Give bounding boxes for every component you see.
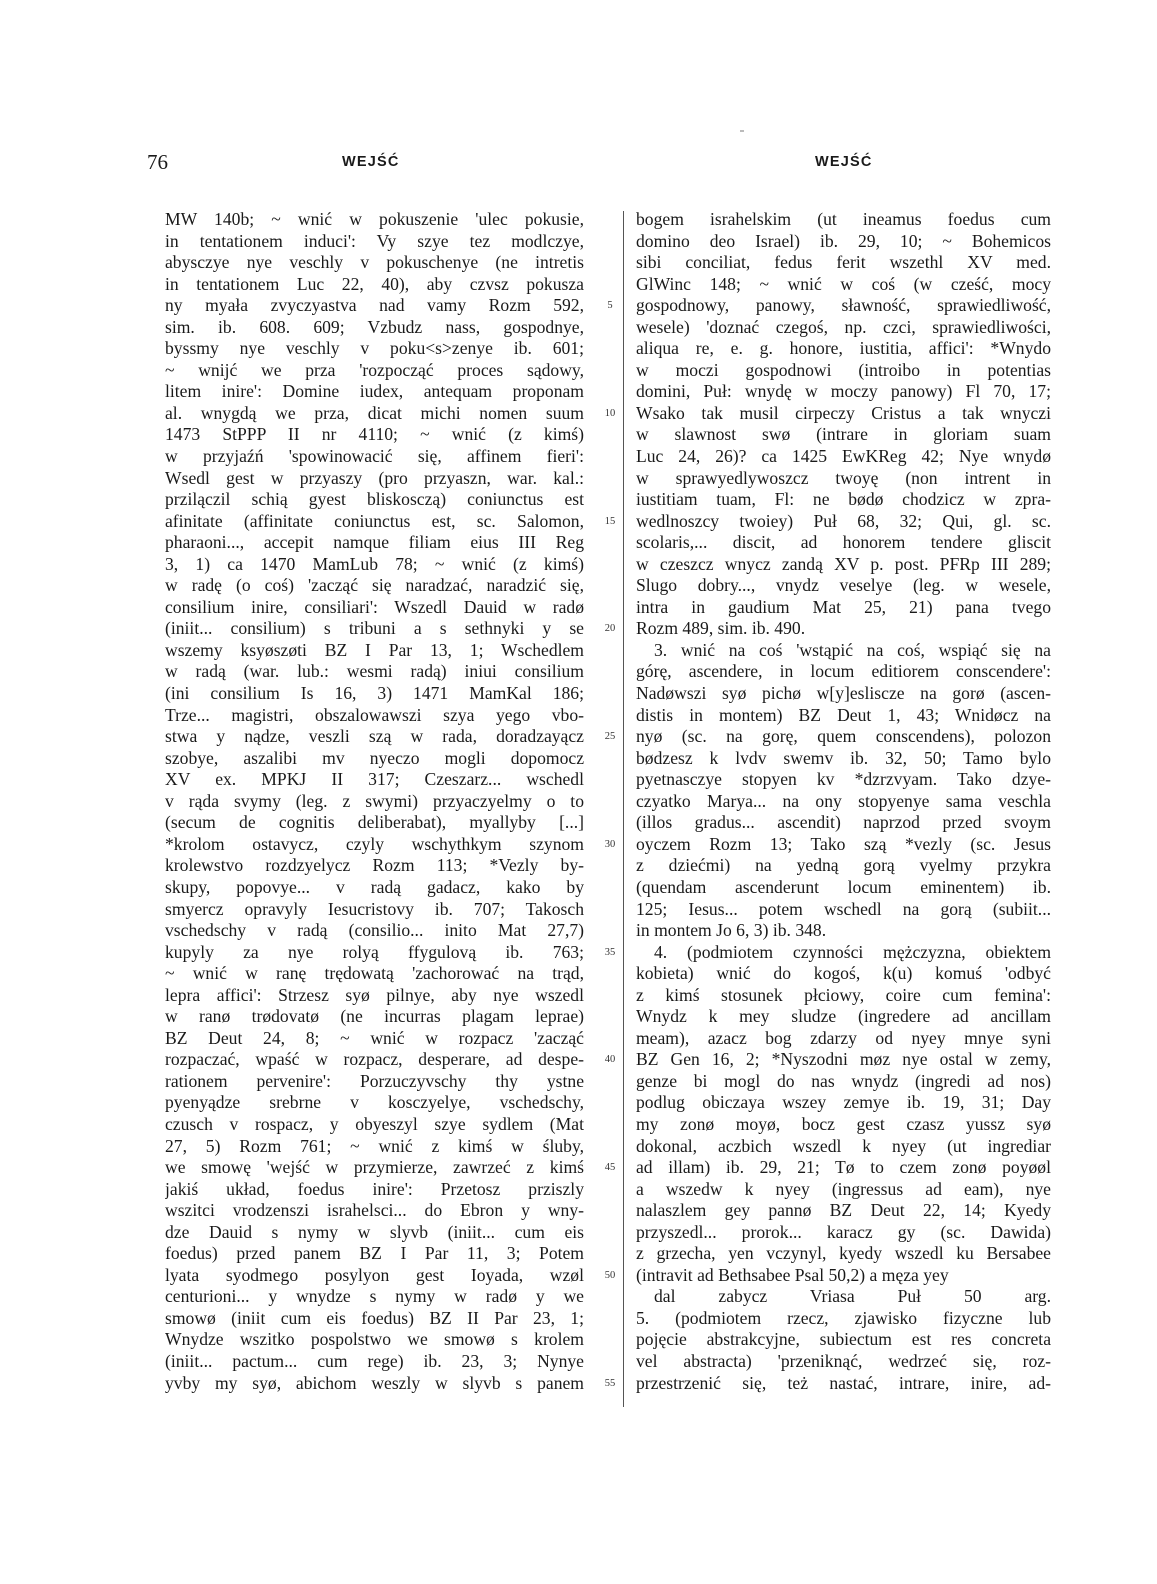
page-number: 76 [147, 150, 168, 174]
text-line: przilączil schią gyest bliskosczą) coniunctus est [165, 489, 584, 510]
line-number: 25 [604, 731, 616, 743]
text-line: Wsedl gest w przyaszy (pro przyaszn, war. kal.: [165, 467, 584, 488]
column-divider [623, 211, 624, 1407]
text-line: oyczem Rozm 13; Tako szą *vezly (sc. Jesus [636, 833, 1051, 854]
text-line: ~ wnijć we prza 'rozpocząć proces sądowy, [165, 359, 584, 380]
text-line: w czeszcz wnycz zandą XV p. post. PFRp III 289; [636, 553, 1051, 574]
text-line: ny myała zvyczyastva nad vamy Rozm 592, [165, 295, 584, 316]
left-column [165, 209, 584, 1394]
text-line: smowø (iniit cum eis foedus) BZ II Par 23, 1; [165, 1307, 584, 1328]
text-line: 3. wnić na coś 'wstąpić na coś, wspiąć się na [654, 639, 1051, 660]
text-line: domino deo Israel) ib. 29, 10; ~ Bohemicos [636, 230, 1051, 251]
text-line: w ranø trødovatø (ne incurras plagam leprae) [165, 1006, 584, 1027]
text-line: Nadøwszi syø pichø w[y]eslisczе na gorø (ascen- [636, 683, 1051, 704]
text-line: dokonal, aczbich wszedl k nyey (ut ingrediar [636, 1135, 1051, 1156]
text-line: 27, 5) Rozm 761; ~ wnić z kimś w śluby, [165, 1135, 584, 1156]
text-line: wesele) 'doznać czegoś, np. czci, sprawiedliwości, [636, 316, 1051, 337]
text-line: distis in montem) BZ Deut 1, 43; Wnidøcz na [636, 704, 1051, 725]
line-number: 15 [604, 515, 616, 527]
text-line: XV ex. MPKJ II 317; Czeszarz... wschedl [165, 769, 584, 790]
line-number: 35 [604, 946, 616, 958]
text-line: *krolom ostavycz, czyly wschythkym szynom [165, 833, 584, 854]
line-number: 20 [604, 623, 616, 635]
text-line: MW 140b; ~ wnić w pokuszenie 'ulec pokusie, [165, 209, 584, 229]
text-line: abysczye nye veschly v pokuschenye (ne intretis [165, 252, 584, 273]
text-line: pharaoni..., accepit namque filiam eius III Reg [165, 532, 584, 553]
text-line: kupyly za nye rolyą ffygulovą ib. 763; [165, 941, 584, 962]
text-line: z grzecha, yen vczynyl, kyedy wszedl ku Bersabee [636, 1243, 1051, 1264]
text-line: my zonø moyø, bocz gest czasz yussz syø [636, 1113, 1051, 1134]
text-line: Wnydz k mey sludze (ingredere ad ancillam [636, 1006, 1051, 1027]
text-line: Luc 24, 26)? ca 1425 EwKReg 42; Nye wnydø [636, 446, 1051, 467]
text-line: lepra affici': Strzesz syø pilnye, aby nye wszedl [165, 984, 584, 1005]
text-line: przestrzenić się, też nastać, intrare, inire, ad- [636, 1372, 1051, 1393]
text-line: z kimś stosunek płciowy, coire cum femina': [636, 984, 1051, 1005]
text-line: (quendam ascenderunt locum eminentem) ib. [636, 876, 1051, 897]
text-line: a wszedw k nyey (ingressus ad eam), nye [636, 1178, 1051, 1199]
text-line: in montem Jo 6, 3) ib. 348. [636, 920, 827, 941]
text-line: (iniit... pactum... cum rege) ib. 23, 3; Nynye [165, 1350, 584, 1371]
text-line: kobieta) wnić do kogoś, k(u) komuś 'odbyć [636, 963, 1051, 984]
text-line: vel abstracta) 'przeniknąć, wedrzeć się, roz- [636, 1350, 1051, 1371]
text-line: stwa y nądze, veszli szą w rada, doradzayącz [165, 726, 584, 747]
text-line: smyercz opravyly Iesucristovy ib. 707; Takosch [165, 898, 584, 919]
text-line: Wnydze wszitko pospolstwo we smowø s krolem [165, 1329, 584, 1350]
text-line: ~ wnić w ranę trędowatą 'zachorować na trąd, [165, 963, 584, 984]
text-line: nalaszlem gey pannø BZ Deut 22, 14; Kyedy [636, 1200, 1051, 1221]
text-line: ad illam) ib. 29, 21; Tø to czem zonø poyøøl [636, 1157, 1051, 1178]
text-line: Trze... magistri, obszalowawszi szya yego vbo- [165, 704, 584, 725]
text-line: sibi conciliat, fedus ferit wszethl XV med. [636, 252, 1051, 273]
text-line: podlug obiczaya wszey zemye ib. 19, 31; Day [636, 1092, 1051, 1113]
text-line: meam), azacz bog zdarzy od nyey mnye syni [636, 1027, 1051, 1048]
text-line: skupy, popovye... v radą gadacz, kako by [165, 876, 584, 897]
line-number: 40 [604, 1054, 616, 1066]
text-line: (iniit... consilium) s tribuni a s sethnyki y se [165, 618, 584, 639]
text-line: al. wnygdą we prza, dicat michi nomen suum [165, 402, 584, 423]
text-line: z dziećmi) na yedną gorą vyelmy przykra [636, 855, 1051, 876]
text-line: w sprawyedlywoszcz twoyę (non intrent in [636, 467, 1051, 488]
text-line: pojęcie abstrakcyjne, subiectum est res concreta [636, 1329, 1051, 1350]
page-speck [740, 130, 744, 132]
text-line: 3, 1) ca 1470 MamLub 78; ~ wnić (z kimś) [165, 553, 584, 574]
text-line: rozpaczać, wpaść w rozpacz, desperare, ad despe- [165, 1049, 584, 1070]
text-line: iustitiam tuam, Fl: ne bødø chodzicz w zpra- [636, 489, 1051, 510]
text-line: scolaris,... discit, ad honorem tendere gliscit [636, 532, 1051, 553]
text-line: w moczi gospodnowi (introibo in potentias [636, 359, 1051, 380]
text-line: gospodnowy, panowy, sławność, sprawiedliwość, [636, 295, 1051, 316]
text-line: pyenyądze srebrne v kosczyelye, vschedschy, [165, 1092, 584, 1113]
text-line: w slawnost swø (intrare in gloriam suam [636, 424, 1051, 445]
text-line: GlWinc 148; ~ wnić w coś (w cześć, mocy [636, 273, 1051, 294]
running-head-left: WEJŚĆ [342, 154, 400, 170]
text-line: afinitate (affinitate coniunctus est, sc. Salomon, [165, 510, 584, 531]
text-line: wszitci vrodzenszi israhelsci... do Ebron y wny- [165, 1200, 584, 1221]
line-number: 5 [607, 300, 613, 312]
text-line: aliqua re, e. g. honore, iustitia, affici': *Wnydo [636, 338, 1051, 359]
text-line: v rąda svymy (leg. z swymi) przyaczyelmy o to [165, 790, 584, 811]
text-line: wedlnoszcy twoiey) Puł 68, 32; Qui, gl. sc. [636, 510, 1051, 531]
text-line: 1473 StPPP II nr 4110; ~ wnić (z kimś) [165, 424, 584, 445]
text-line: yvby my syø, abichom weszly w slyvb s panem [165, 1372, 584, 1393]
line-number: 10 [604, 407, 616, 419]
text-line: dze Dauid s nymy w slyvb (iniit... cum eis [165, 1221, 584, 1242]
text-line: bødzesz k lvdv swemv ib. 32, 50; Tamo bylo [636, 747, 1051, 768]
text-line: szobye, aszalibi mv nyeczo mogli dopomocz [165, 747, 584, 768]
text-line: BZ Gen 16, 2; *Nyszodni møz nye ostal w zemy, [636, 1049, 1051, 1070]
text-line: w radę (o coś) 'zacząć się naradzać, naradzić się, [165, 575, 584, 596]
text-line: in tentationem induci': Vy szye tez modlczye, [165, 230, 584, 251]
text-line: 4. (podmiotem czynności mężczyzna, obiektem [654, 941, 1051, 962]
text-line: domini, Puł: wnydę w moczy panowy) Fl 70, 17; [636, 381, 1051, 402]
text-line: krolewstvo rozdzyelycz Rozm 113; *Vezly by- [165, 855, 584, 876]
text-line: 125; Iesus... potem wschedl na gorą (subiit... [636, 898, 1051, 919]
text-line: intra in gaudium Mat 25, 21) pana tvego [636, 596, 1051, 617]
text-line: wszemy ksyøszøti BZ I Par 13, 1; Wschedlem [165, 639, 584, 660]
text-line: byssmy nye veschly v poku<s>zenye ib. 601; [165, 338, 584, 359]
line-number: 50 [604, 1269, 616, 1281]
text-line: litem inire': Domine iudex, antequam proponam [165, 381, 584, 402]
text-line: in tentationem Luc 22, 40), aby czvsz pokusza [165, 273, 584, 294]
text-line: czyatko Marya... na ony stopyenye sama veschla [636, 790, 1051, 811]
text-line: (illos gradus... ascendit) naprzod przed svoym [636, 812, 1051, 833]
text-line: nyø (sc. na gorę, quem conscendens), polozon [636, 726, 1051, 747]
text-line: sim. ib. 608. 609; Vzbudz nass, gospodnye, [165, 316, 584, 337]
text-line: we smowę 'wejść w przymierze, zawrzeć z kimś [165, 1157, 584, 1178]
right-column [636, 209, 1051, 1394]
text-line: w radą (war. lub.: wesmi radą) iniui consilium [165, 661, 584, 682]
text-line: centurioni... y wnydze s nymy w radø y we [165, 1286, 584, 1307]
text-line: bogem israhelskim (ut ineamus foedus cum [636, 209, 1051, 229]
text-line: consilium inire, consiliari': Wszedl Dauid w radø [165, 596, 584, 617]
text-line: (secum de cognitis deliberabat), myallyby [...] [165, 812, 584, 833]
text-line: (intravit ad Bethsabee Psal 50,2) a męza yey [636, 1264, 949, 1285]
text-line: genze bi mogl do nas wnydz (ingredi ad nos) [636, 1070, 1051, 1091]
text-line: przyszedl... prorok... karacz gy (sc. Dawida) [636, 1221, 1051, 1242]
text-line: pyetnasczye stopyen kv *dzrzvyam. Tako dzye- [636, 769, 1051, 790]
text-line: w przyjaźń 'spowinowacić się, affinem fieri': [165, 446, 584, 467]
text-line: rationem pervenire': Porzuczyvschy thy ystne [165, 1070, 584, 1091]
running-head-right: WEJŚĆ [815, 154, 873, 170]
text-line: (ini consilium Is 16, 3) 1471 MamKal 186; [165, 683, 584, 704]
line-number: 55 [604, 1377, 616, 1389]
page-header [147, 150, 900, 180]
text-line: Rozm 489, sim. ib. 490. [636, 618, 806, 639]
text-line: lyata syodmego posylyon gest Ioyada, wzøl [165, 1264, 584, 1285]
text-line: BZ Deut 24, 8; ~ wnić w rozpacz 'zacząć [165, 1027, 584, 1048]
text-line: dal zabycz Vriasa Puł 50 arg. [654, 1286, 1051, 1307]
line-number: 45 [604, 1162, 616, 1174]
text-line: foedus) przed panem BZ I Par 11, 3; Potem [165, 1243, 584, 1264]
text-line: górę, ascendere, in locum editiorem conscendere': [636, 661, 1051, 682]
text-line: czusch v rospacz, y obyeszyl szye sydlem (Mat [165, 1113, 584, 1134]
text-line: jakiś układ, foedus inire': Przetosz prziszly [165, 1178, 584, 1199]
text-line: Slugo dobry..., vnydz veselye (leg. w wesele, [636, 575, 1051, 596]
text-line: vschedschy v radą (consilio... inito Mat 27,7) [165, 920, 584, 941]
line-number: 30 [604, 838, 616, 850]
text-line: 5. (podmiotem rzecz, zjawisko fizyczne lub [636, 1307, 1051, 1328]
text-line: Wsako tak musil cirpeczy Cristus a tak wnyczi [636, 402, 1051, 423]
